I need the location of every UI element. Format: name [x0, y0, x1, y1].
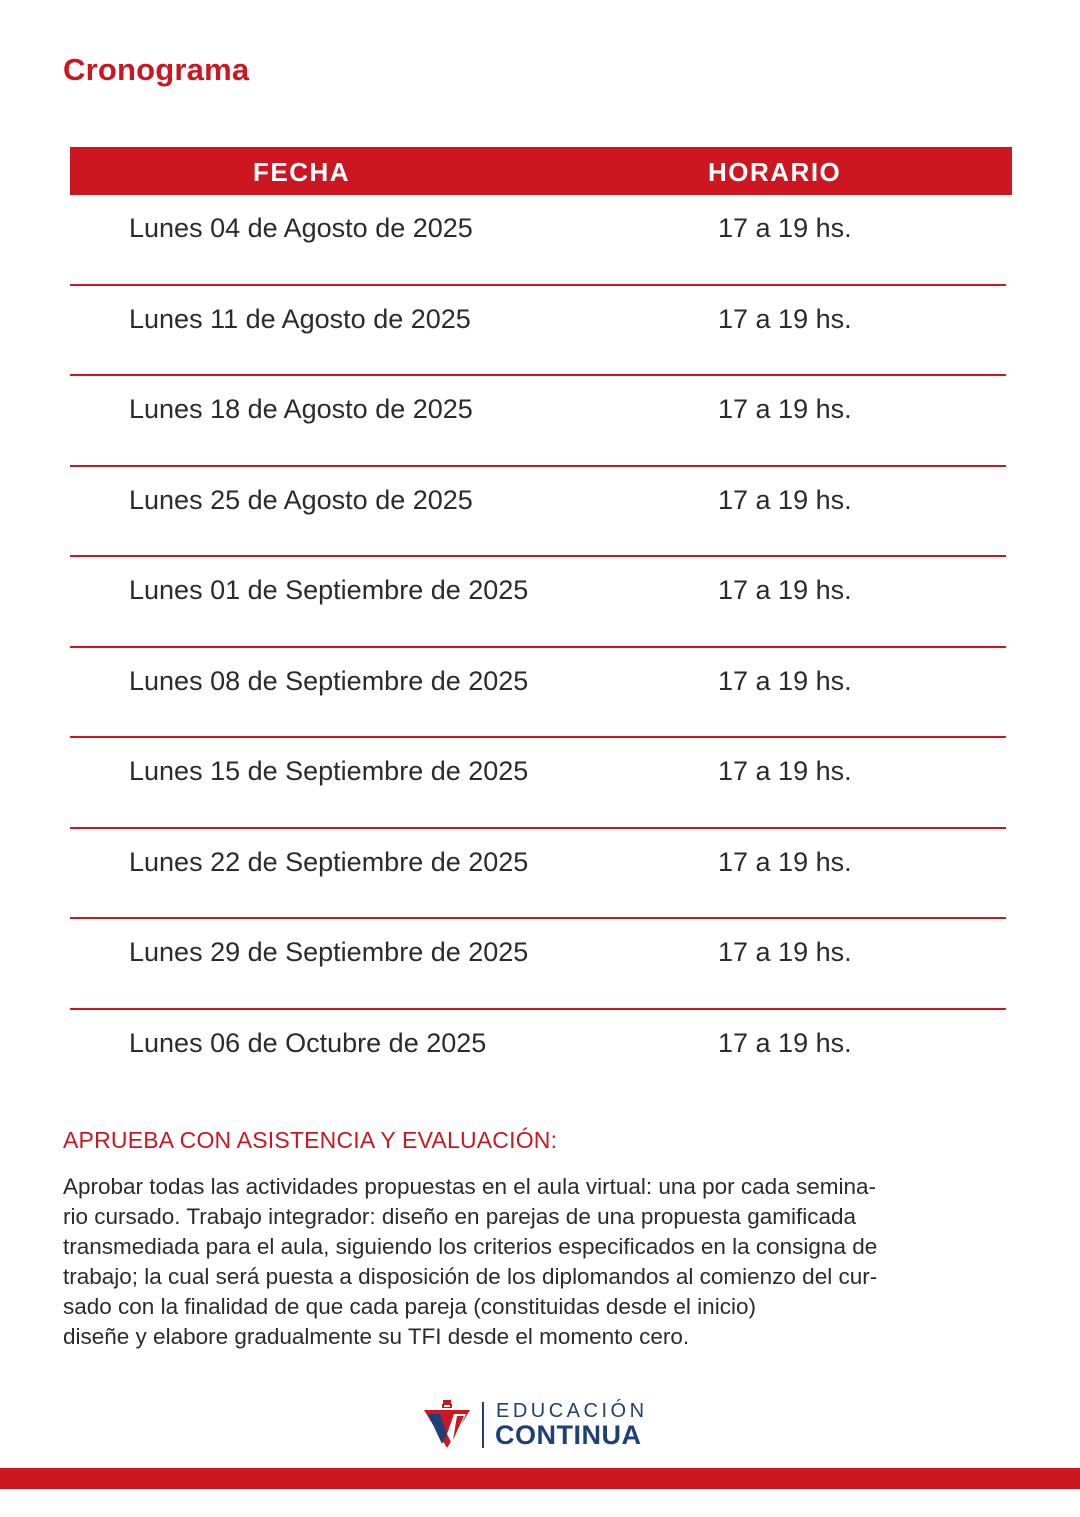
- row-date: Lunes 18 de Agosto de 2025: [129, 394, 473, 424]
- approval-line: sado con la finalidad de que cada pareja (constituidas desde el inicio): [63, 1294, 756, 1319]
- logo-divider: [482, 1402, 484, 1448]
- table-row: [70, 286, 1006, 377]
- row-date: Lunes 06 de Octubre de 2025: [129, 1027, 487, 1058]
- row-date: Lunes 15 de Septiembre de 2025: [129, 756, 529, 786]
- table-row: [70, 919, 1006, 1010]
- table-row: [70, 467, 1006, 558]
- row-date: Lunes 25 de Agosto de 2025: [129, 484, 473, 515]
- approval-description: [63, 1172, 1023, 1352]
- row-time: 17 a 19 hs.: [718, 575, 852, 605]
- approval-line: trabajo; la cual será puesta a disposición de los diplomandos al comienzo del cur-: [63, 1264, 878, 1289]
- table-row: [70, 195, 1006, 286]
- table-row: [70, 376, 1006, 467]
- row-time: 17 a 19 hs.: [718, 846, 852, 877]
- row-date: Lunes 01 de Septiembre de 2025: [129, 575, 529, 605]
- schedule-table: [70, 147, 1012, 1100]
- university-crest-icon: [424, 1400, 470, 1450]
- logo-text-top: EDUCACIÓN: [496, 1400, 648, 1422]
- column-header-horario: HORARIO: [708, 157, 842, 187]
- row-date: Lunes 08 de Septiembre de 2025: [129, 665, 529, 696]
- table-row: [70, 557, 1006, 648]
- approval-line: transmediada para el aula, siguiendo los criterios especificados en la consigna de: [63, 1234, 878, 1259]
- column-header-fecha: FECHA: [253, 157, 351, 187]
- table-row: [70, 738, 1006, 829]
- approval-line: rio cursado. Trabajo integrador: diseño en parejas de una propuesta gamificada: [63, 1204, 857, 1229]
- logo-text-bottom: CONTINUA: [495, 1420, 642, 1450]
- footer-bar: [0, 1468, 1080, 1489]
- approval-line: diseñe y elabore gradualmente su TFI desde el momento cero.: [63, 1324, 690, 1349]
- row-time: 17 a 19 hs.: [718, 394, 852, 424]
- row-time: 17 a 19 hs.: [718, 484, 852, 515]
- approval-heading: APRUEBA CON ASISTENCIA Y EVALUACIÓN:: [63, 1127, 558, 1153]
- row-time: 17 a 19 hs.: [718, 937, 852, 967]
- table-row: [70, 648, 1006, 739]
- row-date: Lunes 11 de Agosto de 2025: [129, 303, 471, 334]
- page-title: Cronograma: [63, 52, 250, 87]
- row-time: 17 a 19 hs.: [718, 303, 852, 334]
- row-date: Lunes 29 de Septiembre de 2025: [129, 937, 529, 967]
- educacion-continua-logo: [424, 1400, 664, 1452]
- row-date: Lunes 04 de Agosto de 2025: [129, 213, 473, 243]
- row-time: 17 a 19 hs.: [718, 1027, 852, 1058]
- row-time: 17 a 19 hs.: [718, 665, 852, 696]
- table-row: [70, 829, 1006, 920]
- row-time: 17 a 19 hs.: [718, 756, 852, 786]
- approval-line: Aprobar todas las actividades propuestas en el aula virtual: una por cada semina-: [63, 1174, 876, 1199]
- table-header: [70, 147, 1012, 195]
- table-row: [70, 1010, 1006, 1101]
- row-date: Lunes 22 de Septiembre de 2025: [129, 846, 529, 877]
- row-time: 17 a 19 hs.: [718, 213, 852, 243]
